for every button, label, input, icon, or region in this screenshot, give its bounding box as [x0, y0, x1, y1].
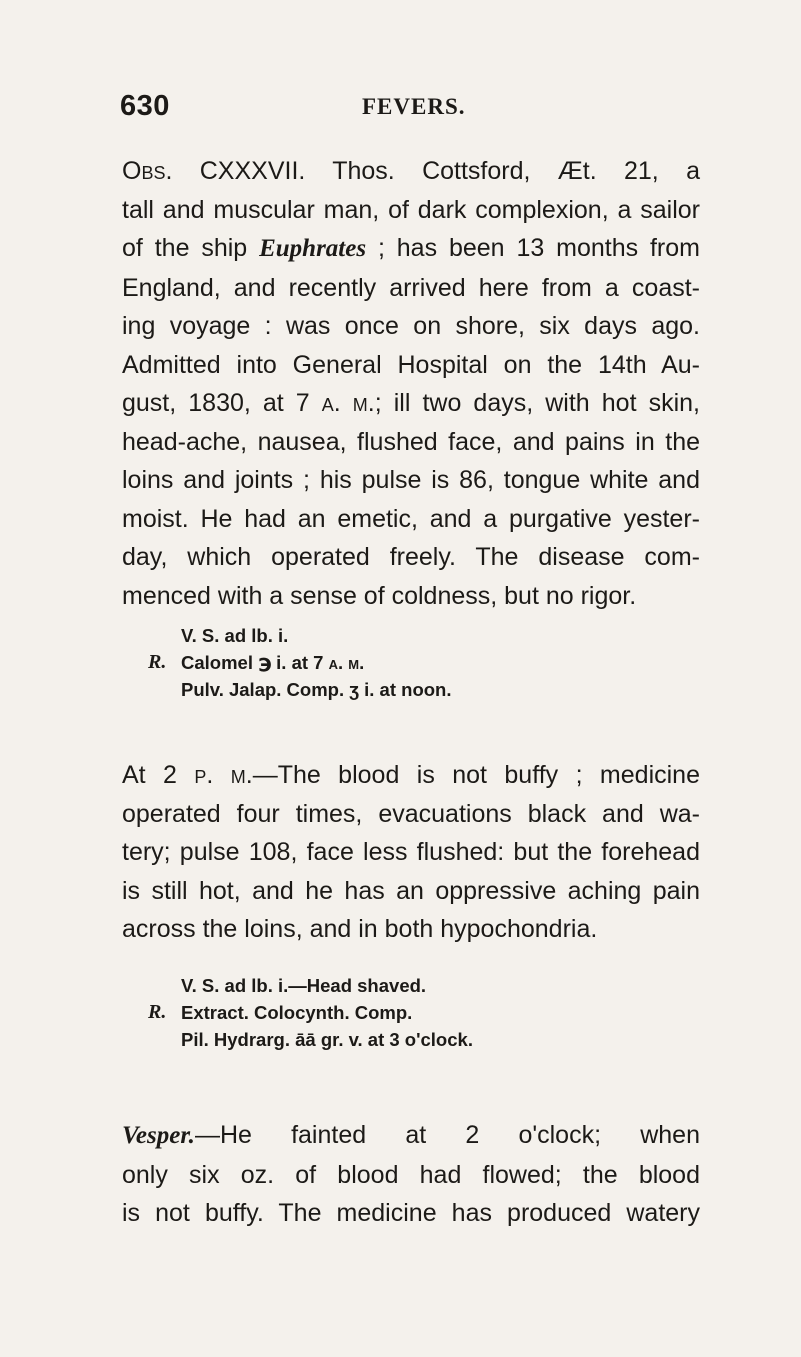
- case-paragraph-afternoon: [122, 756, 700, 949]
- text-line: is still hot, and he has an oppressive aching pain: [122, 876, 700, 905]
- text-line: across the loins, and in both hypochondria.: [122, 915, 598, 943]
- text-line: Obs. CXXXVII. Thos. Cottsford, Æt. 21, a: [122, 157, 700, 185]
- text-line: Admitted into General Hospital on the 14th Au-: [122, 350, 700, 379]
- text-line: moist. He had an emetic, and a purgative yester-: [122, 504, 700, 533]
- page-header: [0, 90, 801, 130]
- rx-line: R. Extract. Colocynth. Comp.: [0, 999, 801, 1026]
- text-line: operated four times, evacuations black and wa-: [122, 799, 700, 828]
- text-line: tall and muscular man, of dark complexion, a sailor: [122, 195, 700, 224]
- rx-line: R. Calomel ℈ i. at 7 a. m.: [0, 649, 801, 676]
- text-line: of the ship Euphrates ; has been 13 months from: [122, 234, 700, 262]
- case-paragraph-admission: [122, 152, 700, 615]
- text-line: tery; pulse 108, face less flushed: but the forehead: [122, 838, 700, 866]
- prescription-block-2: [0, 972, 801, 1053]
- text-line: menced with a sense of coldness, but no rigor.: [122, 581, 637, 610]
- text-line: gust, 1830, at 7 a. m.; ill two days, with hot skin,: [122, 389, 700, 417]
- case-paragraph-vesper: [122, 1116, 700, 1233]
- text-line: only six oz. of blood had flowed; the blood: [122, 1160, 700, 1189]
- text-line: At 2 p. m.—The blood is not buffy ; medicine: [122, 761, 700, 789]
- prescription-block-1: [0, 622, 801, 703]
- text-line: ing voyage : was once on shore, six days ago.: [122, 312, 700, 340]
- running-head: FEVERS.: [362, 94, 466, 119]
- recipe-symbol: R.: [148, 651, 167, 673]
- text-line: head-ache, nausea, flushed face, and pains in the: [122, 427, 700, 456]
- obs-label: Obs.: [122, 157, 173, 185]
- text-line: day, which operated freely. The disease com-: [122, 543, 700, 571]
- text-line: Vesper.—He fainted at 2 o'clock; when: [122, 1121, 700, 1149]
- rx-line: V. S. ad lb. i.—Head shaved.: [181, 975, 427, 996]
- text-line: is not buffy. The medicine has produced watery: [122, 1199, 700, 1227]
- rx-line: Pil. Hydrarg. āā gr. v. at 3 o'clock.: [181, 1029, 473, 1050]
- text-line: England, and recently arrived here from a coast-: [122, 273, 700, 302]
- ship-name: Euphrates: [259, 235, 367, 262]
- recipe-symbol: R.: [148, 1001, 167, 1023]
- page-number: 630: [120, 90, 170, 122]
- text-line: loins and joints ; his pulse is 86, tongue white and: [122, 466, 700, 494]
- rx-line: V. S. ad lb. i.: [181, 625, 289, 646]
- vesper-label: Vesper.: [122, 1122, 195, 1149]
- rx-line: Pulv. Jalap. Comp. ʒ i. at noon.: [181, 679, 452, 700]
